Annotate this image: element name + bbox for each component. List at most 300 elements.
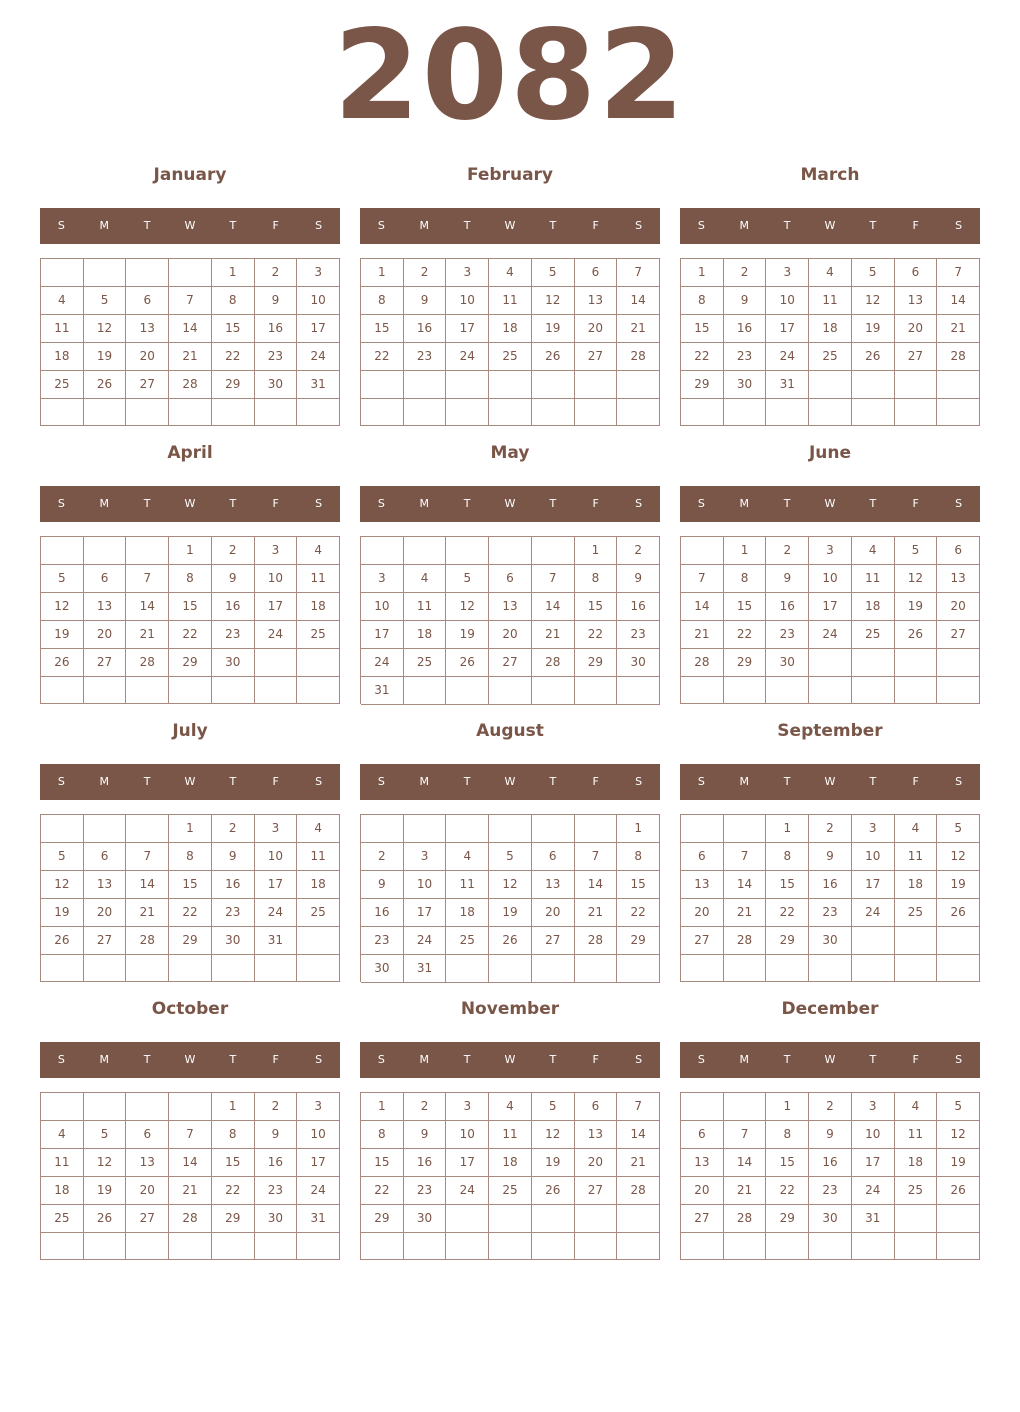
day-cell: 19: [937, 871, 980, 899]
day-cell: [126, 1093, 169, 1121]
day-cell: 6: [84, 843, 127, 871]
day-cell: 20: [937, 593, 980, 621]
day-cell: 1: [766, 815, 809, 843]
weekday-label: T: [143, 219, 151, 232]
day-cell: [84, 815, 127, 843]
weekday-label: T: [143, 775, 151, 788]
day-cell: [126, 955, 169, 982]
day-cell: 27: [126, 1205, 169, 1233]
day-cell: 28: [724, 1205, 767, 1233]
weekday-label: S: [315, 775, 323, 788]
day-cell: [41, 399, 84, 426]
day-cell: 7: [575, 843, 618, 871]
day-cell: 30: [361, 955, 404, 983]
day-cell: [532, 1233, 575, 1260]
weekday-label: S: [315, 497, 323, 510]
day-cell: [852, 955, 895, 982]
day-cell: 8: [361, 287, 404, 315]
weekday-label: S: [697, 1053, 705, 1066]
day-cell: 18: [41, 1177, 84, 1205]
day-grid: [360, 536, 660, 704]
day-cell: 8: [361, 1121, 404, 1149]
day-cell: 10: [255, 565, 298, 593]
day-cell: 28: [169, 1205, 212, 1233]
day-cell: [404, 677, 447, 705]
weekday-label: T: [463, 219, 471, 232]
day-cell: 3: [361, 565, 404, 593]
weekday-label: T: [143, 497, 151, 510]
day-cell: 22: [361, 343, 404, 371]
day-cell: 17: [297, 315, 340, 343]
day-cell: 28: [617, 343, 660, 371]
day-cell: 4: [895, 815, 938, 843]
month-title: March: [800, 165, 860, 185]
day-cell: 7: [681, 565, 724, 593]
day-cell: 29: [212, 371, 255, 399]
day-cell: 28: [169, 371, 212, 399]
day-cell: 3: [809, 537, 852, 565]
month-august: [360, 716, 660, 994]
day-cell: 24: [852, 1177, 895, 1205]
day-cell: [575, 815, 618, 843]
day-cell: [681, 1093, 724, 1121]
day-cell: 15: [724, 593, 767, 621]
month-title: November: [460, 999, 560, 1019]
day-cell: 26: [895, 621, 938, 649]
day-cell: 12: [532, 287, 575, 315]
day-cell: 23: [404, 343, 447, 371]
day-grid: [40, 1092, 340, 1260]
month-october: [40, 994, 340, 1272]
day-cell: 20: [681, 899, 724, 927]
weekday-header: [40, 208, 340, 244]
day-cell: 27: [126, 371, 169, 399]
day-cell: 3: [297, 259, 340, 287]
day-cell: 18: [297, 593, 340, 621]
day-cell: [255, 677, 298, 704]
day-cell: [489, 399, 532, 427]
day-cell: [681, 537, 724, 565]
day-cell: [41, 259, 84, 287]
day-cell: 16: [361, 899, 404, 927]
day-cell: [937, 677, 980, 704]
weekday-label: W: [184, 219, 196, 232]
day-cell: 21: [126, 621, 169, 649]
weekday-header: [360, 486, 660, 522]
day-cell: 24: [297, 343, 340, 371]
day-cell: 1: [169, 815, 212, 843]
day-cell: 11: [895, 1121, 938, 1149]
day-cell: 26: [532, 1177, 575, 1205]
weekday-label: W: [824, 775, 836, 788]
day-cell: 20: [575, 1149, 618, 1177]
day-cell: 11: [446, 871, 489, 899]
day-cell: 2: [404, 1093, 447, 1121]
day-cell: 3: [446, 259, 489, 287]
day-cell: [212, 955, 255, 982]
day-cell: 16: [404, 315, 447, 343]
day-cell: [404, 399, 447, 427]
day-cell: 30: [255, 1205, 298, 1233]
day-cell: 22: [169, 621, 212, 649]
month-title: July: [172, 721, 208, 741]
month-title: February: [466, 165, 554, 185]
day-cell: [895, 1233, 938, 1260]
weekday-label: F: [272, 775, 279, 788]
day-cell: 18: [41, 343, 84, 371]
day-cell: [404, 815, 447, 843]
day-cell: [404, 537, 447, 565]
day-cell: 3: [446, 1093, 489, 1121]
day-cell: 11: [895, 843, 938, 871]
day-cell: [617, 677, 660, 705]
day-cell: 30: [617, 649, 660, 677]
day-cell: 25: [852, 621, 895, 649]
day-cell: [724, 1093, 767, 1121]
weekday-label: S: [697, 497, 705, 510]
day-cell: [404, 371, 447, 399]
weekday-label: F: [592, 497, 599, 510]
day-cell: 13: [126, 1149, 169, 1177]
day-cell: 12: [937, 843, 980, 871]
day-cell: 30: [766, 649, 809, 677]
day-cell: 26: [41, 927, 84, 955]
day-cell: 6: [575, 1093, 618, 1121]
day-cell: [895, 677, 938, 704]
day-cell: 25: [446, 927, 489, 955]
day-cell: 11: [297, 843, 340, 871]
day-cell: 4: [489, 259, 532, 287]
day-cell: 27: [895, 343, 938, 371]
weekday-label: S: [635, 497, 643, 510]
day-cell: 29: [766, 1205, 809, 1233]
day-cell: 8: [575, 565, 618, 593]
day-cell: 10: [297, 287, 340, 315]
month-title: December: [781, 999, 879, 1019]
day-cell: 24: [852, 899, 895, 927]
day-cell: 13: [895, 287, 938, 315]
day-cell: [169, 399, 212, 426]
day-cell: 22: [766, 899, 809, 927]
day-cell: 12: [532, 1121, 575, 1149]
day-cell: 16: [724, 315, 767, 343]
day-cell: 15: [212, 315, 255, 343]
day-cell: 1: [766, 1093, 809, 1121]
day-cell: 27: [532, 927, 575, 955]
weekday-label: M: [99, 497, 110, 510]
day-cell: 30: [212, 927, 255, 955]
day-cell: [446, 955, 489, 983]
day-cell: 14: [617, 1121, 660, 1149]
day-cell: 22: [681, 343, 724, 371]
day-cell: 9: [212, 565, 255, 593]
day-cell: [895, 927, 938, 955]
day-cell: 28: [681, 649, 724, 677]
day-cell: 14: [724, 1149, 767, 1177]
day-cell: 1: [361, 259, 404, 287]
weekday-label: S: [57, 1053, 65, 1066]
day-cell: 11: [297, 565, 340, 593]
day-cell: 22: [617, 899, 660, 927]
day-cell: 22: [724, 621, 767, 649]
day-cell: [617, 1233, 660, 1260]
day-cell: 30: [255, 371, 298, 399]
day-cell: [489, 371, 532, 399]
day-cell: 20: [575, 315, 618, 343]
day-cell: [617, 1205, 660, 1233]
day-cell: 30: [404, 1205, 447, 1233]
day-cell: 23: [617, 621, 660, 649]
day-cell: [297, 927, 340, 955]
day-cell: 23: [255, 1177, 298, 1205]
day-grid: [40, 258, 340, 426]
weekday-label: S: [377, 775, 385, 788]
day-cell: 16: [617, 593, 660, 621]
weekday-label: T: [783, 219, 791, 232]
day-cell: 18: [895, 871, 938, 899]
day-cell: 4: [852, 537, 895, 565]
weekday-label: T: [549, 775, 557, 788]
day-cell: 29: [724, 649, 767, 677]
day-cell: 25: [297, 621, 340, 649]
day-cell: 24: [404, 927, 447, 955]
weekday-label: S: [377, 219, 385, 232]
day-cell: 15: [766, 871, 809, 899]
day-cell: 1: [212, 1093, 255, 1121]
day-cell: [532, 815, 575, 843]
day-cell: 3: [297, 1093, 340, 1121]
day-cell: [361, 815, 404, 843]
weekday-label: W: [824, 219, 836, 232]
weekday-label: M: [419, 497, 430, 510]
day-grid: [360, 814, 660, 982]
weekday-label: W: [184, 775, 196, 788]
day-cell: 16: [809, 871, 852, 899]
month-april: [40, 438, 340, 716]
day-cell: 17: [809, 593, 852, 621]
day-cell: 16: [809, 1149, 852, 1177]
day-cell: 17: [766, 315, 809, 343]
day-cell: 6: [681, 843, 724, 871]
day-cell: 13: [84, 593, 127, 621]
month-title: May: [490, 443, 530, 463]
day-cell: [575, 1205, 618, 1233]
weekday-label: F: [272, 497, 279, 510]
day-cell: 23: [809, 899, 852, 927]
day-cell: 11: [489, 1121, 532, 1149]
day-cell: [575, 1233, 618, 1260]
day-cell: 27: [681, 927, 724, 955]
day-cell: 19: [41, 899, 84, 927]
day-cell: [617, 371, 660, 399]
day-cell: 8: [212, 287, 255, 315]
weekday-label: S: [57, 219, 65, 232]
day-cell: 2: [617, 537, 660, 565]
day-cell: 22: [212, 343, 255, 371]
day-cell: 10: [404, 871, 447, 899]
day-cell: [489, 955, 532, 983]
day-cell: 21: [169, 343, 212, 371]
day-cell: 14: [617, 287, 660, 315]
day-cell: 20: [84, 621, 127, 649]
day-cell: 12: [852, 287, 895, 315]
weekday-label: S: [635, 219, 643, 232]
day-cell: 16: [255, 315, 298, 343]
day-cell: 20: [126, 1177, 169, 1205]
day-cell: 4: [489, 1093, 532, 1121]
day-cell: 2: [361, 843, 404, 871]
day-cell: 16: [404, 1149, 447, 1177]
day-cell: [937, 955, 980, 982]
day-cell: 31: [255, 927, 298, 955]
day-cell: [852, 1233, 895, 1260]
day-cell: 15: [169, 593, 212, 621]
day-cell: 4: [297, 815, 340, 843]
day-cell: 18: [852, 593, 895, 621]
day-cell: 13: [575, 287, 618, 315]
day-cell: 5: [852, 259, 895, 287]
day-cell: 16: [212, 871, 255, 899]
day-cell: 1: [617, 815, 660, 843]
day-cell: [532, 677, 575, 705]
day-cell: 19: [895, 593, 938, 621]
day-cell: [297, 649, 340, 677]
day-cell: 22: [766, 1177, 809, 1205]
day-cell: 18: [297, 871, 340, 899]
day-cell: [575, 371, 618, 399]
weekday-label: T: [783, 497, 791, 510]
day-cell: 18: [446, 899, 489, 927]
day-cell: 13: [937, 565, 980, 593]
day-cell: 12: [84, 1149, 127, 1177]
day-cell: [724, 399, 767, 426]
day-cell: 23: [404, 1177, 447, 1205]
day-cell: 9: [766, 565, 809, 593]
weekday-label: W: [824, 497, 836, 510]
day-cell: 23: [212, 621, 255, 649]
day-cell: 3: [852, 1093, 895, 1121]
day-cell: 11: [41, 315, 84, 343]
day-cell: 25: [41, 371, 84, 399]
day-cell: 1: [169, 537, 212, 565]
month-september: [680, 716, 980, 994]
day-cell: [169, 1233, 212, 1260]
day-cell: 6: [575, 259, 618, 287]
day-grid: [680, 536, 980, 704]
day-cell: 26: [84, 1205, 127, 1233]
day-cell: 28: [937, 343, 980, 371]
day-cell: 1: [724, 537, 767, 565]
weekday-header: [40, 486, 340, 522]
day-cell: 2: [255, 1093, 298, 1121]
day-cell: 3: [255, 815, 298, 843]
weekday-label: S: [315, 1053, 323, 1066]
day-cell: 18: [404, 621, 447, 649]
day-cell: 1: [361, 1093, 404, 1121]
day-cell: 11: [852, 565, 895, 593]
day-cell: 25: [489, 1177, 532, 1205]
day-cell: 24: [446, 1177, 489, 1205]
day-cell: 20: [126, 343, 169, 371]
day-cell: 9: [809, 1121, 852, 1149]
day-cell: 19: [532, 315, 575, 343]
day-cell: 27: [575, 343, 618, 371]
day-cell: [126, 815, 169, 843]
day-cell: [937, 371, 980, 399]
day-cell: 21: [169, 1177, 212, 1205]
weekday-label: F: [272, 219, 279, 232]
day-cell: 3: [852, 815, 895, 843]
day-cell: [617, 955, 660, 983]
day-cell: 5: [895, 537, 938, 565]
day-cell: 28: [724, 927, 767, 955]
day-cell: [681, 955, 724, 982]
day-cell: 29: [766, 927, 809, 955]
day-cell: 19: [84, 1177, 127, 1205]
day-cell: 29: [681, 371, 724, 399]
day-cell: 11: [41, 1149, 84, 1177]
day-cell: [84, 537, 127, 565]
day-cell: 2: [404, 259, 447, 287]
day-cell: [84, 399, 127, 426]
day-grid: [680, 1092, 980, 1260]
weekday-label: T: [229, 219, 237, 232]
weekday-label: W: [184, 1053, 196, 1066]
day-cell: 6: [532, 843, 575, 871]
day-cell: 12: [84, 315, 127, 343]
day-cell: 31: [297, 371, 340, 399]
day-cell: 21: [532, 621, 575, 649]
day-cell: 7: [937, 259, 980, 287]
weekday-label: S: [955, 497, 963, 510]
day-cell: 9: [255, 287, 298, 315]
day-cell: 8: [212, 1121, 255, 1149]
day-cell: 4: [41, 287, 84, 315]
day-cell: 13: [575, 1121, 618, 1149]
day-cell: [937, 399, 980, 426]
day-cell: 21: [617, 1149, 660, 1177]
day-cell: 10: [361, 593, 404, 621]
day-cell: 19: [446, 621, 489, 649]
day-cell: 26: [41, 649, 84, 677]
weekday-label: M: [99, 219, 110, 232]
day-cell: 24: [297, 1177, 340, 1205]
day-cell: 19: [532, 1149, 575, 1177]
day-cell: 12: [446, 593, 489, 621]
day-cell: [255, 399, 298, 426]
day-cell: 24: [255, 899, 298, 927]
day-cell: 9: [212, 843, 255, 871]
day-cell: 25: [809, 343, 852, 371]
day-cell: 4: [404, 565, 447, 593]
weekday-label: S: [955, 219, 963, 232]
day-cell: 5: [446, 565, 489, 593]
day-grid: [40, 536, 340, 704]
day-cell: 2: [255, 259, 298, 287]
day-cell: 15: [766, 1149, 809, 1177]
weekday-label: S: [697, 775, 705, 788]
day-cell: 4: [895, 1093, 938, 1121]
day-cell: 2: [212, 815, 255, 843]
day-cell: 5: [532, 259, 575, 287]
day-cell: 25: [489, 343, 532, 371]
day-cell: 19: [84, 343, 127, 371]
day-cell: 27: [575, 1177, 618, 1205]
day-cell: [532, 955, 575, 983]
day-cell: 14: [575, 871, 618, 899]
day-cell: 31: [297, 1205, 340, 1233]
day-cell: 14: [937, 287, 980, 315]
